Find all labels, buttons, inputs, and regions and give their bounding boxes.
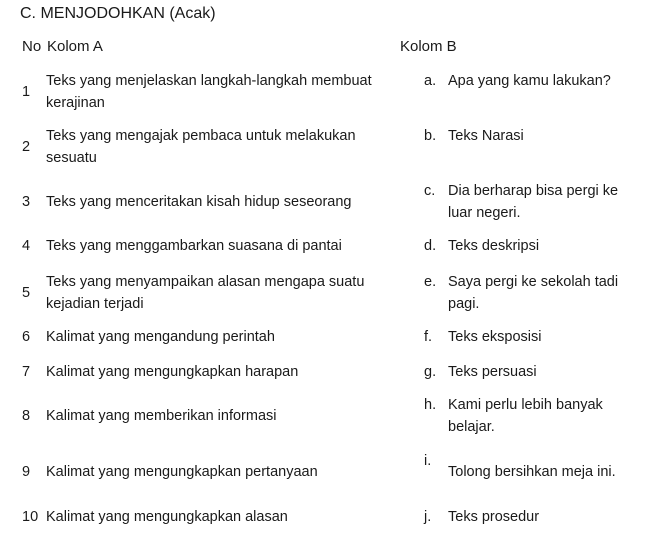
row-number: 4 bbox=[22, 238, 31, 254]
table-row bbox=[0, 450, 651, 494]
row-number: 1 bbox=[22, 84, 31, 100]
kolom-b-letter: a. bbox=[424, 73, 437, 89]
kolom-b-letter: j. bbox=[424, 509, 432, 525]
kolom-b-text: Kami perlu lebih banyak belajar. bbox=[448, 397, 603, 435]
table-row bbox=[0, 70, 651, 114]
kolom-a-text: Teks yang menjelaskan langkah-langkah membuat kerajinan bbox=[46, 73, 372, 111]
kolom-b-letter: h. bbox=[424, 397, 437, 413]
kolom-a-text: Teks yang menggambarkan suasana di pantai bbox=[46, 238, 342, 254]
kolom-b-letter: b. bbox=[424, 128, 437, 144]
row-number: 3 bbox=[22, 194, 31, 210]
kolom-b-text: Teks persuasi bbox=[448, 364, 537, 380]
row-number: 5 bbox=[22, 285, 31, 301]
kolom-b-text: Tolong bersihkan meja ini. bbox=[448, 464, 616, 480]
kolom-b-letter: i. bbox=[424, 453, 432, 469]
header-no: No bbox=[22, 38, 42, 55]
table-row bbox=[0, 234, 651, 258]
kolom-b-text: Apa yang kamu lakukan? bbox=[448, 73, 611, 89]
kolom-a-text: Kalimat yang mengungkapkan pertanyaan bbox=[46, 464, 318, 480]
kolom-b-letter: f. bbox=[424, 329, 433, 345]
kolom-b-text: Saya pergi ke sekolah tadi pagi. bbox=[448, 274, 619, 312]
table-row bbox=[0, 360, 651, 384]
kolom-a-text: Kalimat yang mengungkapkan alasan bbox=[46, 509, 288, 525]
kolom-b-letter: e. bbox=[424, 274, 437, 290]
kolom-b-letter: g. bbox=[424, 364, 437, 380]
kolom-b-text: Teks Narasi bbox=[448, 128, 524, 144]
row-number: 7 bbox=[22, 364, 31, 380]
row-number: 9 bbox=[22, 464, 31, 480]
kolom-b-text: Teks prosedur bbox=[448, 509, 540, 525]
table-row bbox=[0, 394, 651, 438]
table-row bbox=[0, 180, 651, 224]
row-number: 2 bbox=[22, 139, 31, 155]
header-kolom-a: Kolom A bbox=[47, 38, 103, 55]
kolom-a-text: Teks yang menyampaikan alasan mengapa suatu kejadian terjadi bbox=[46, 274, 365, 312]
table-row bbox=[0, 505, 651, 529]
kolom-b-letter: c. bbox=[424, 183, 436, 199]
kolom-a-text: Kalimat yang memberikan informasi bbox=[46, 408, 277, 424]
row-number: 8 bbox=[22, 408, 31, 424]
kolom-b-text: Teks deskripsi bbox=[448, 238, 540, 254]
kolom-a-text: Teks yang menceritakan kisah hidup seseorang bbox=[46, 194, 352, 210]
kolom-b-text: Teks eksposisi bbox=[448, 329, 542, 345]
kolom-b-letter: d. bbox=[424, 238, 437, 254]
page-title: C. MENJODOHKAN (Acak) bbox=[20, 5, 216, 22]
table-row bbox=[0, 125, 651, 169]
header-kolom-b: Kolom B bbox=[400, 38, 457, 55]
row-number: 10 bbox=[22, 509, 39, 525]
kolom-a-text: Kalimat yang mengandung perintah bbox=[46, 329, 275, 345]
kolom-a-text: Kalimat yang mengungkapkan harapan bbox=[46, 364, 299, 380]
kolom-b-text: Dia berharap bisa pergi ke luar negeri. bbox=[448, 183, 619, 221]
row-number: 6 bbox=[22, 329, 31, 345]
kolom-a-text: Teks yang mengajak pembaca untuk melakukan sesuatu bbox=[46, 128, 356, 166]
table-row bbox=[0, 325, 651, 349]
table-row bbox=[0, 271, 651, 315]
